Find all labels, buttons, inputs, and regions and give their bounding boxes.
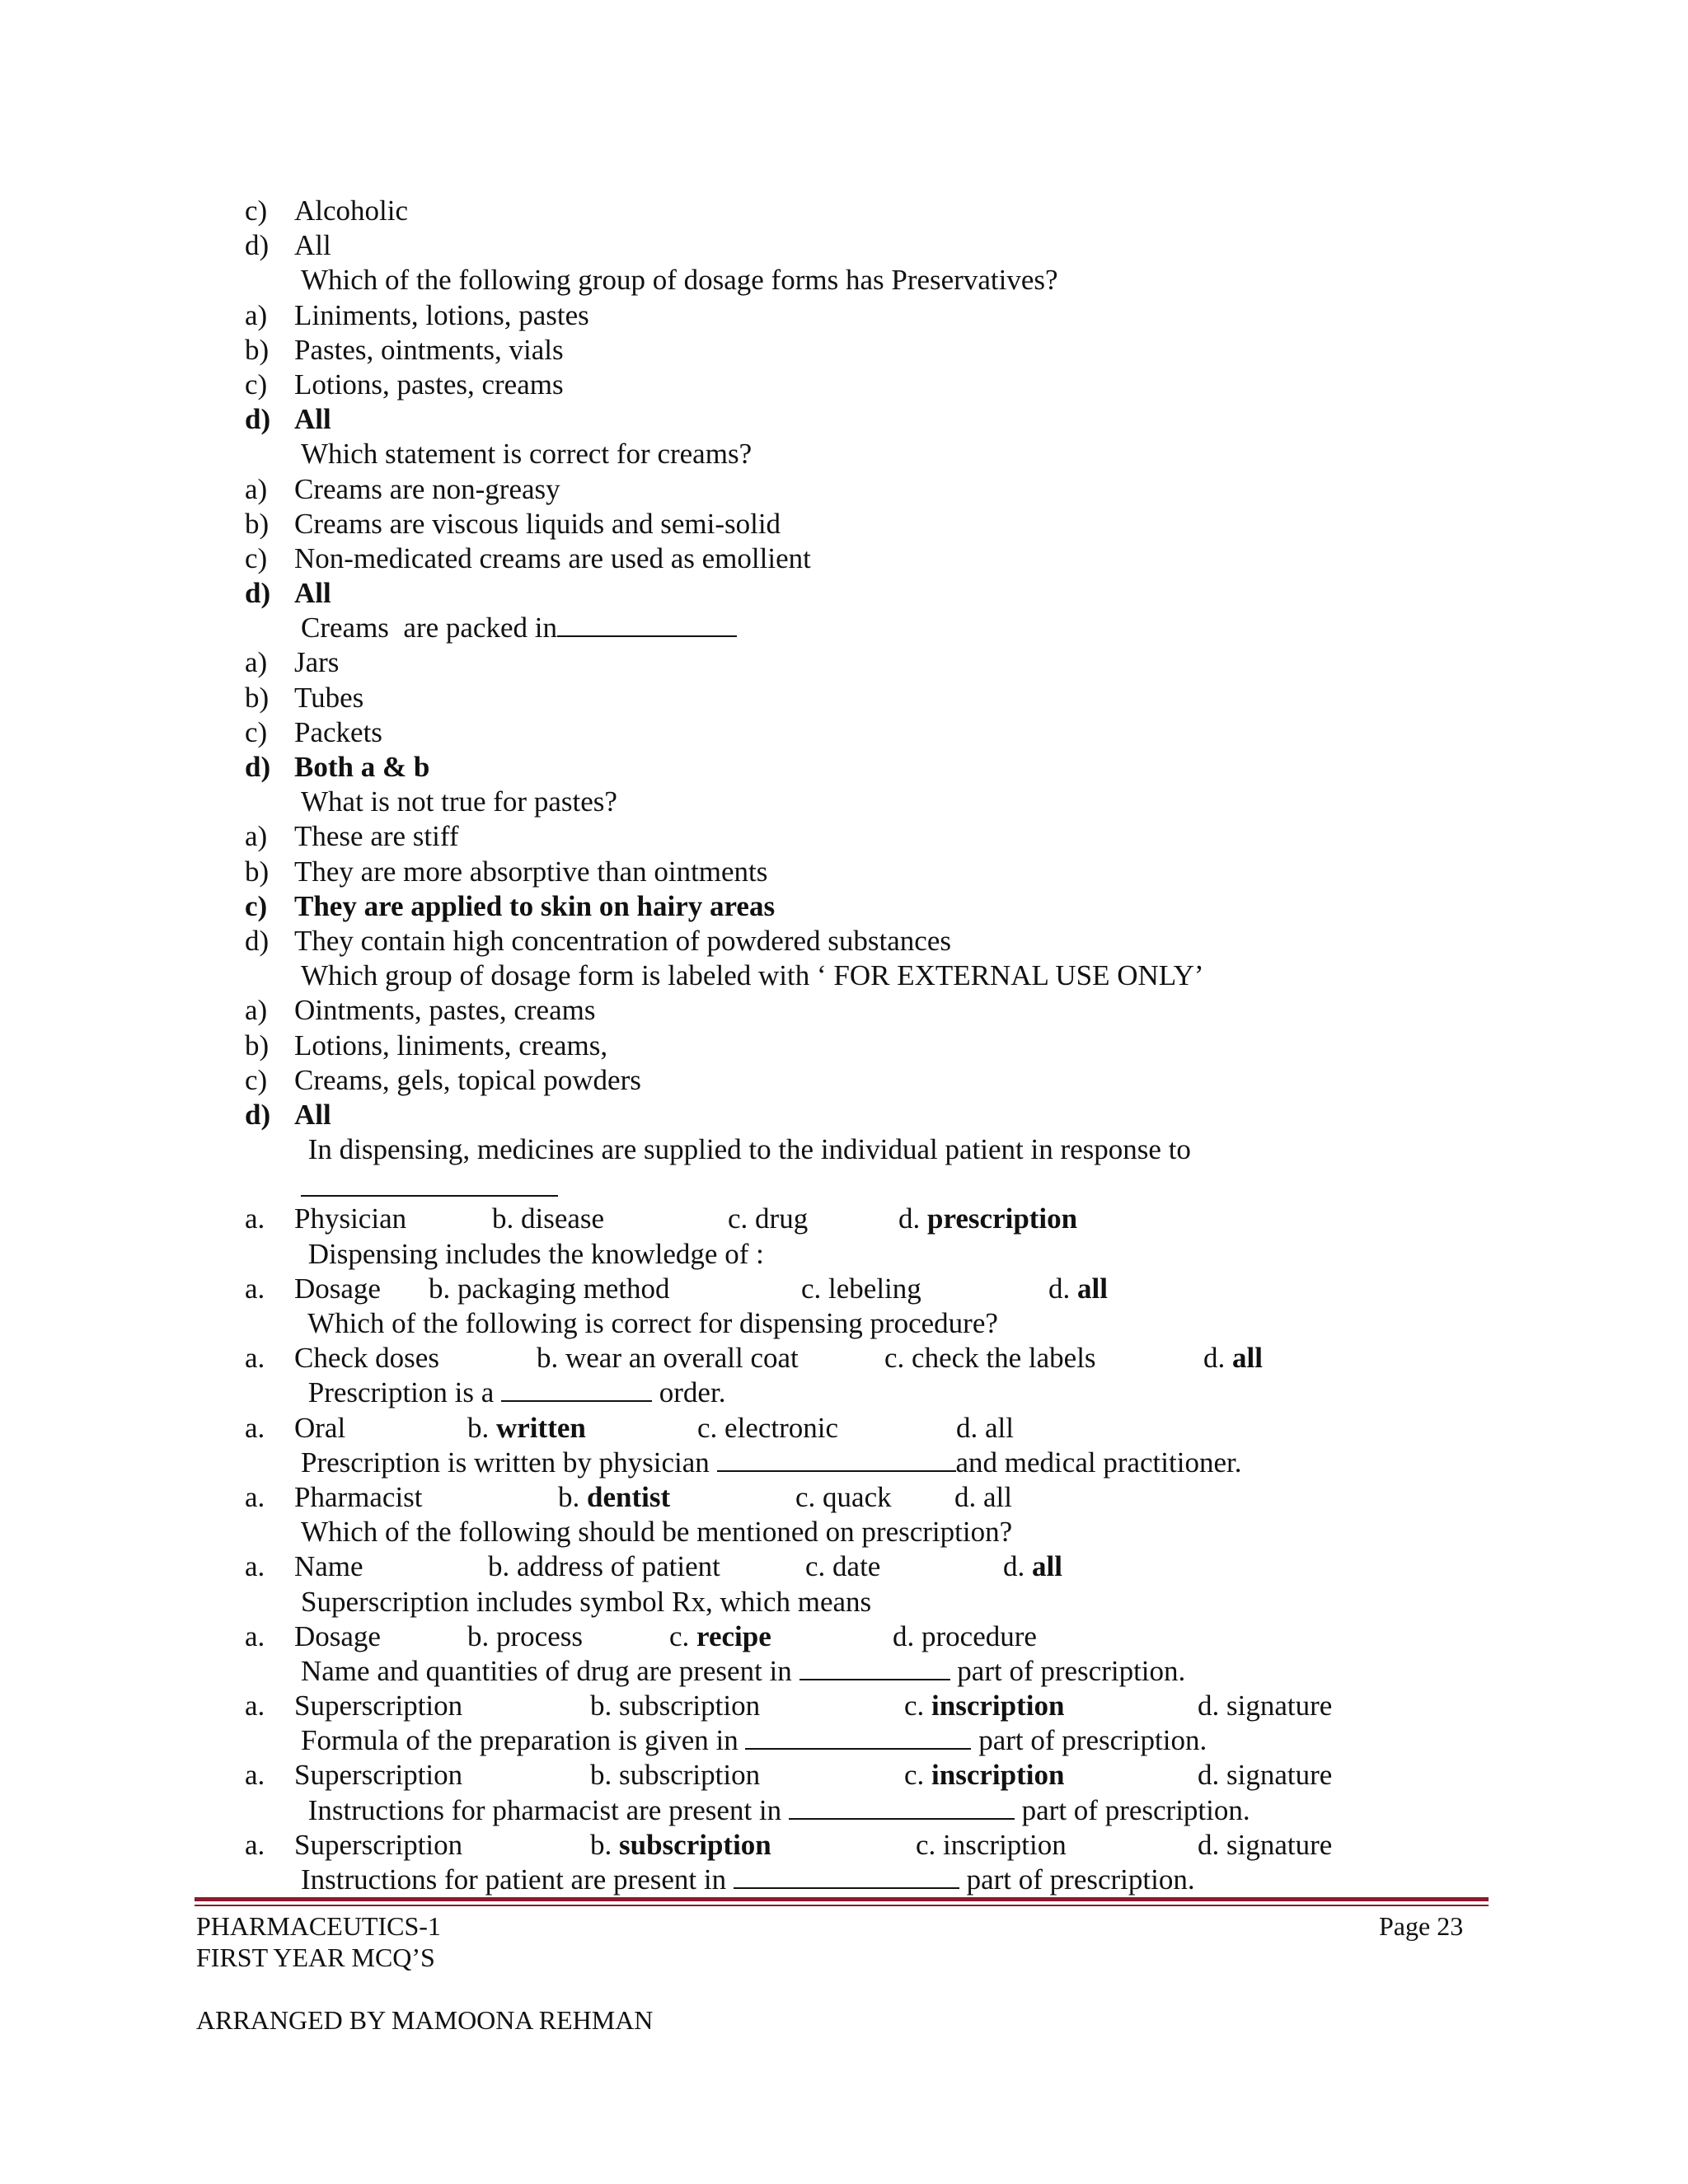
question-line — [0, 958, 1688, 993]
option-prefix: b. — [590, 1828, 619, 1861]
question-line — [0, 1723, 1688, 1758]
option-label: a) — [245, 994, 268, 1027]
option-label: d) — [245, 1098, 271, 1131]
option-line — [0, 855, 1688, 889]
option-cell — [795, 1480, 892, 1515]
option-label: a) — [245, 298, 268, 331]
option-label: d) — [245, 229, 270, 262]
option-line — [0, 819, 1688, 854]
option-text: a. — [245, 1342, 265, 1375]
option-line — [0, 889, 1688, 924]
option-line — [0, 1098, 1688, 1132]
option-text: All — [294, 229, 331, 262]
option-text: a. — [245, 1690, 265, 1722]
question-line — [0, 1132, 1688, 1167]
option-line — [0, 576, 1688, 611]
option-prefix: c. — [904, 1759, 932, 1792]
question-text-after: part of prescription. — [1014, 1793, 1250, 1826]
option-text: inscription — [931, 1759, 1065, 1792]
options-row — [0, 1272, 1688, 1306]
options-row — [0, 1202, 1688, 1236]
option-text: All — [294, 577, 331, 610]
option-line — [0, 750, 1688, 785]
option-text: d. all — [956, 1411, 1014, 1444]
option-text: b. address of patient — [488, 1550, 720, 1583]
option-line — [0, 681, 1688, 715]
option-cell — [245, 1549, 265, 1584]
option-cell — [805, 1549, 880, 1584]
question-text-after: part of prescription. — [950, 1654, 1186, 1687]
option-text: Dosage — [294, 1272, 381, 1305]
option-cell — [1198, 1758, 1332, 1793]
option-text: Ointments, pastes, creams — [294, 994, 596, 1027]
option-text: All — [294, 403, 331, 436]
option-text: a. — [245, 1202, 265, 1235]
option-cell — [245, 1758, 265, 1793]
option-text: Packets — [294, 715, 382, 748]
option-text: b. wear an overall coat — [537, 1342, 799, 1375]
option-text: c. lebeling — [801, 1272, 921, 1305]
options-row — [0, 1549, 1688, 1584]
option-text: d. signature — [1198, 1690, 1333, 1722]
question-line — [0, 1237, 1688, 1272]
option-cell — [956, 1411, 1014, 1446]
option-prefix: c. — [904, 1690, 932, 1722]
option-text: Liniments, lotions, pastes — [294, 298, 589, 331]
fill-in-blank — [301, 1172, 558, 1197]
option-text: All — [294, 1098, 331, 1131]
option-text: all — [1032, 1550, 1062, 1583]
question-text: What is not true for pastes? — [301, 785, 617, 818]
option-line — [0, 402, 1688, 437]
question-text: Prescription is a — [301, 1376, 502, 1409]
fill-in-blank — [734, 1864, 959, 1889]
option-line — [0, 993, 1688, 1028]
option-text: d. signature — [1198, 1828, 1333, 1861]
option-label: c) — [245, 368, 268, 401]
option-text: d. procedure — [893, 1619, 1037, 1652]
option-cell — [537, 1341, 799, 1376]
option-cell — [429, 1272, 670, 1306]
option-text: c. date — [805, 1550, 881, 1583]
fill-in-blank — [557, 612, 737, 637]
option-cell — [492, 1202, 604, 1236]
option-label: b) — [245, 855, 270, 888]
option-prefix: d. — [1003, 1550, 1032, 1583]
option-text: Superscription — [294, 1690, 463, 1722]
option-text: a. — [245, 1550, 265, 1583]
option-cell — [245, 1411, 265, 1446]
question-line — [0, 1863, 1688, 1897]
question-text-wrap — [301, 1376, 725, 1410]
option-line — [0, 645, 1688, 680]
option-cell — [590, 1828, 771, 1863]
options-row — [0, 1758, 1688, 1793]
question-text-wrap — [301, 1515, 1012, 1549]
question-text: Which of the following should be mentioned on prescription? — [301, 1516, 1013, 1549]
option-label: d) — [245, 924, 270, 957]
blank-line — [0, 1167, 1688, 1202]
options-row — [0, 1619, 1688, 1654]
option-line — [0, 507, 1688, 541]
option-label: c) — [245, 715, 268, 748]
option-text: c. check the labels — [884, 1342, 1096, 1375]
option-prefix: c. — [669, 1619, 697, 1652]
question-text-after: and medical practitioner. — [955, 1446, 1242, 1479]
question-text: Formula of the preparation is given in — [301, 1724, 746, 1757]
option-line — [0, 1063, 1688, 1098]
question-text: Prescription is written by physician — [301, 1446, 717, 1479]
option-text: Pastes, ointments, vials — [294, 333, 564, 366]
option-label: a) — [245, 646, 268, 679]
question-line — [0, 1585, 1688, 1619]
option-cell — [294, 1549, 363, 1584]
option-cell — [488, 1549, 720, 1584]
option-text: Pharmacist — [294, 1480, 423, 1513]
option-line — [0, 228, 1688, 263]
fill-in-blank — [789, 1795, 1015, 1820]
question-text-wrap — [301, 958, 1204, 993]
question-text-after: part of prescription. — [971, 1724, 1207, 1757]
option-cell — [1003, 1549, 1062, 1584]
option-line — [0, 298, 1688, 333]
option-text: Tubes — [294, 681, 364, 714]
option-text: a. — [245, 1759, 265, 1792]
option-text: d. all — [954, 1480, 1012, 1513]
option-cell — [669, 1619, 771, 1654]
option-text: a. — [245, 1411, 265, 1444]
option-prefix: b. — [558, 1480, 587, 1513]
question-text-wrap — [301, 437, 752, 471]
question-text: Which group of dosage form is labeled with ‘ FOR EXTERNAL USE ONLY’ — [301, 959, 1204, 992]
option-text: Check doses — [294, 1342, 439, 1375]
option-cell — [245, 1202, 265, 1236]
option-label: c) — [245, 541, 268, 574]
footer-rule-thin — [195, 1905, 1489, 1906]
option-text: c. inscription — [916, 1828, 1067, 1861]
option-text: c. quack — [795, 1480, 892, 1513]
option-text: c. drug — [728, 1202, 809, 1235]
option-cell — [916, 1828, 1067, 1863]
option-text: Oral — [294, 1411, 346, 1444]
question-text-wrap — [301, 1446, 1241, 1480]
option-cell — [294, 1828, 462, 1863]
option-text: Creams are viscous liquids and semi-solid — [294, 507, 781, 540]
question-text: Which of the following is correct for dispensing procedure? — [301, 1307, 998, 1339]
option-prefix: d. — [1048, 1272, 1077, 1305]
question-text-wrap — [301, 1132, 1191, 1167]
option-cell — [1048, 1272, 1108, 1306]
option-label: d) — [245, 751, 271, 783]
question-line — [0, 1376, 1688, 1410]
question-line — [0, 1654, 1688, 1689]
option-cell — [590, 1689, 760, 1723]
option-label: b) — [245, 507, 270, 540]
option-cell — [558, 1480, 670, 1515]
option-cell — [245, 1619, 265, 1654]
option-text: Superscription — [294, 1759, 463, 1792]
option-cell — [245, 1689, 265, 1723]
option-text: Physician — [294, 1202, 407, 1235]
footer-year: FIRST YEAR MCQ’S — [196, 1943, 435, 1972]
question-text-wrap — [301, 1306, 998, 1341]
option-text: dentist — [587, 1480, 671, 1513]
option-text: Name — [294, 1550, 363, 1583]
option-text: Superscription — [294, 1828, 463, 1861]
question-line — [0, 1515, 1688, 1549]
question-line — [0, 437, 1688, 471]
option-line — [0, 1029, 1688, 1063]
option-prefix: b. — [467, 1411, 496, 1444]
option-text: They are more absorptive than ointments — [294, 855, 768, 888]
fill-in-blank — [717, 1447, 956, 1472]
footer-author: ARRANGED BY MAMOONA REHMAN — [196, 2005, 654, 2035]
question-line — [0, 1306, 1688, 1341]
option-cell — [904, 1689, 1064, 1723]
option-text: b. subscription — [590, 1759, 761, 1792]
option-cell — [245, 1341, 265, 1376]
question-text: Which of the following group of dosage forms has Preservatives? — [301, 264, 1058, 297]
option-label: d) — [245, 403, 271, 436]
fill-in-blank — [799, 1656, 950, 1680]
footer-page-number: Page 23 — [1379, 1911, 1464, 1941]
option-cell — [294, 1758, 462, 1793]
option-cell — [904, 1758, 1064, 1793]
option-text: c. electronic — [697, 1411, 839, 1444]
question-text-wrap — [301, 1723, 1207, 1758]
option-prefix: d. — [898, 1202, 927, 1235]
option-cell — [245, 1480, 265, 1515]
option-text: Non-medicated creams are used as emollient — [294, 541, 811, 574]
option-text: all — [1232, 1342, 1263, 1375]
option-text: written — [496, 1411, 586, 1444]
option-line — [0, 924, 1688, 958]
option-text: d. signature — [1198, 1759, 1333, 1792]
option-cell — [245, 1272, 265, 1306]
option-cell — [294, 1480, 423, 1515]
option-prefix: d. — [1203, 1342, 1232, 1375]
option-cell — [1198, 1689, 1332, 1723]
option-text: Creams, gels, topical powders — [294, 1063, 641, 1096]
option-text: Both a & b — [294, 751, 430, 783]
option-cell — [294, 1619, 381, 1654]
question-text-wrap — [301, 1654, 1185, 1689]
option-text: prescription — [927, 1202, 1078, 1235]
question-line — [0, 611, 1688, 645]
question-text: Creams are packed in — [301, 612, 557, 644]
option-text: Creams are non-greasy — [294, 472, 560, 505]
option-text: They contain high concentration of powdered substances — [294, 924, 951, 957]
question-line — [0, 1793, 1688, 1828]
mcq-page-content — [0, 194, 1688, 1897]
option-text: a. — [245, 1828, 265, 1861]
question-text-wrap — [301, 1237, 764, 1272]
option-cell — [590, 1758, 760, 1793]
question-text-wrap — [301, 785, 617, 819]
option-line — [0, 333, 1688, 368]
option-label: d) — [245, 577, 271, 610]
option-cell — [245, 1828, 265, 1863]
option-label: c) — [245, 1063, 268, 1096]
option-text: b. packaging method — [429, 1272, 670, 1305]
question-text-wrap — [301, 1585, 871, 1619]
options-row — [0, 1480, 1688, 1515]
option-text: b. subscription — [590, 1690, 761, 1722]
option-cell — [294, 1411, 345, 1446]
question-text: Which statement is correct for creams? — [301, 438, 753, 471]
option-line — [0, 368, 1688, 402]
question-text-wrap — [301, 1863, 1195, 1897]
option-text: b. process — [467, 1619, 583, 1652]
question-text-wrap — [301, 263, 1058, 298]
option-text: They are applied to skin on hairy areas — [294, 889, 776, 922]
option-text: Lotions, pastes, creams — [294, 368, 564, 401]
question-text-wrap — [301, 611, 737, 645]
question-text: In dispensing, medicines are supplied to the individual patient in response to — [301, 1133, 1191, 1166]
option-cell — [1198, 1828, 1332, 1863]
option-cell — [884, 1341, 1096, 1376]
option-cell — [467, 1619, 583, 1654]
question-text-after: order. — [652, 1376, 726, 1409]
option-label: b) — [245, 333, 270, 366]
footer-rule-thick — [195, 1897, 1489, 1901]
option-text: a. — [245, 1272, 265, 1305]
option-cell — [728, 1202, 808, 1236]
option-text: Lotions, liniments, creams, — [294, 1029, 608, 1062]
option-cell — [294, 1272, 381, 1306]
option-cell — [801, 1272, 921, 1306]
fill-in-blank — [501, 1377, 652, 1402]
option-label: a) — [245, 820, 268, 853]
question-text: Superscription includes symbol Rx, which means — [301, 1585, 872, 1618]
question-text: Instructions for pharmacist are present in — [301, 1793, 789, 1826]
option-cell — [1203, 1341, 1263, 1376]
options-row — [0, 1411, 1688, 1446]
question-text: Name and quantities of drug are present in — [301, 1654, 799, 1687]
question-text: Instructions for patient are present in — [301, 1863, 734, 1896]
option-text: b. disease — [492, 1202, 605, 1235]
question-text-after: part of prescription. — [959, 1863, 1195, 1896]
option-text: Jars — [294, 646, 340, 679]
option-text: all — [1077, 1272, 1108, 1305]
option-text: These are stiff — [294, 820, 459, 853]
option-cell — [467, 1411, 586, 1446]
option-label: c) — [245, 889, 268, 922]
question-line — [0, 263, 1688, 298]
option-text: inscription — [931, 1690, 1065, 1722]
question-line — [0, 785, 1688, 819]
option-cell — [294, 1689, 462, 1723]
fill-in-blank — [745, 1725, 971, 1750]
options-row — [0, 1341, 1688, 1376]
options-row — [0, 1828, 1688, 1863]
option-label: a) — [245, 472, 268, 505]
option-line — [0, 715, 1688, 750]
option-text: Alcoholic — [294, 194, 409, 227]
question-line — [0, 1446, 1688, 1480]
option-text: a. — [245, 1480, 265, 1513]
question-text-wrap — [301, 1793, 1250, 1828]
option-text: Dosage — [294, 1619, 381, 1652]
option-label: b) — [245, 1029, 270, 1062]
option-line — [0, 194, 1688, 228]
option-cell — [954, 1480, 1012, 1515]
option-cell — [294, 1202, 406, 1236]
option-cell — [898, 1202, 1077, 1236]
option-label: c) — [245, 194, 268, 227]
option-line — [0, 541, 1688, 576]
option-cell — [697, 1411, 838, 1446]
question-text: Dispensing includes the knowledge of : — [301, 1237, 764, 1270]
option-text: recipe — [696, 1619, 771, 1652]
option-cell — [294, 1341, 439, 1376]
option-text: a. — [245, 1619, 265, 1652]
option-cell — [893, 1619, 1037, 1654]
footer-subject: PHARMACEUTICS-1 — [196, 1911, 441, 1941]
option-text: subscription — [619, 1828, 771, 1861]
options-row — [0, 1689, 1688, 1723]
option-label: b) — [245, 681, 270, 714]
option-line — [0, 472, 1688, 507]
